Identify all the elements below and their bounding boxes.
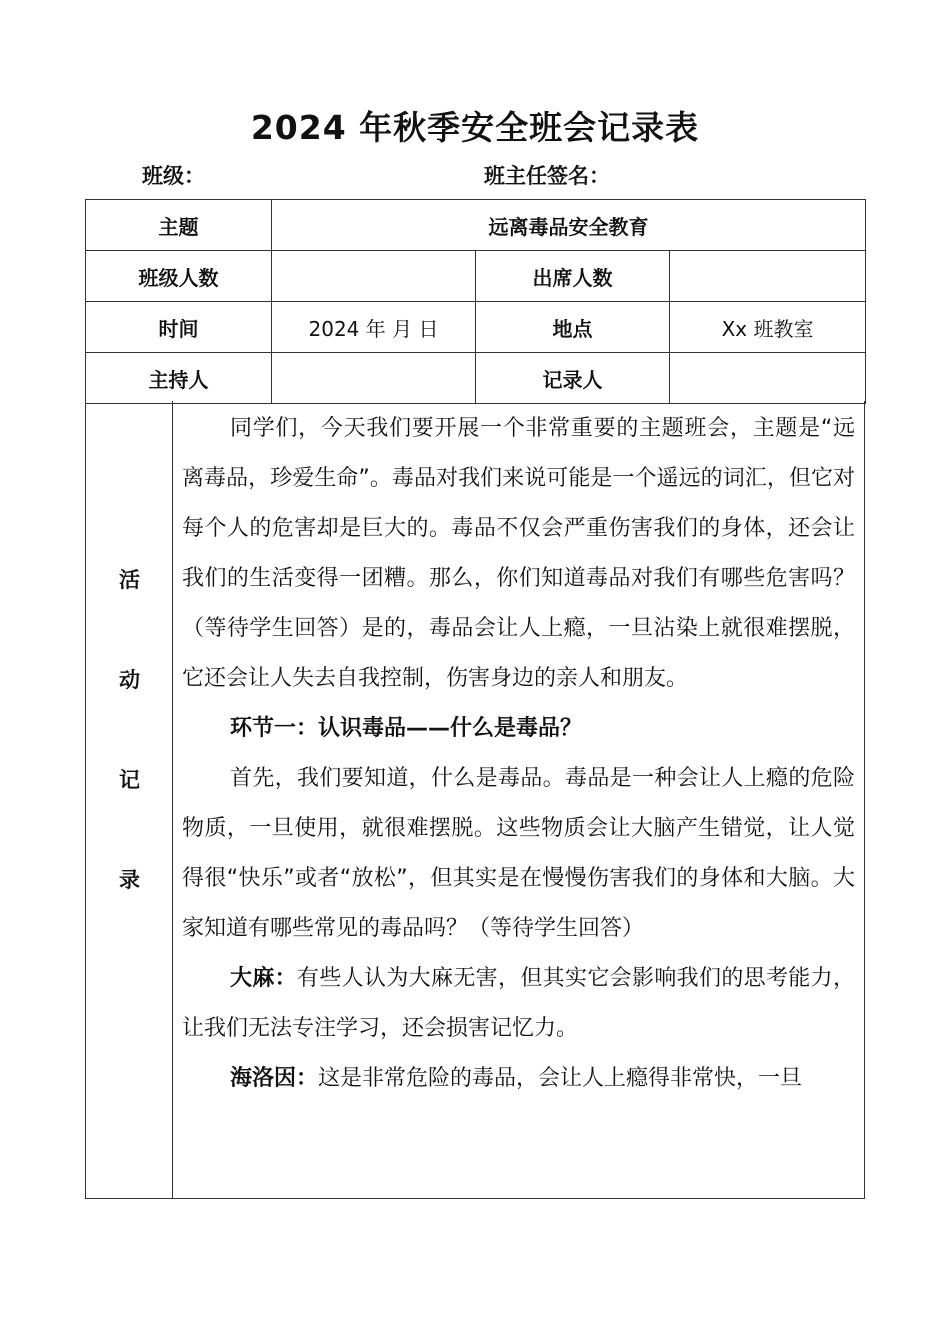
record-label-char: 记 (119, 768, 140, 792)
host-value (272, 353, 476, 404)
host-label: 主持人 (86, 353, 272, 404)
class-label: 班级： (142, 164, 205, 188)
activity-record-content (182, 404, 855, 1104)
record-label-char: 活 (119, 568, 140, 592)
headcount-row (86, 251, 866, 302)
drug-item-text: 有些人认为大麻无害，但其实它会影响我们的思考能力，让我们无法专注学习，还会损害记忆力。 (182, 966, 855, 1041)
recorder-value (670, 353, 866, 404)
record-label-char: 录 (119, 868, 140, 892)
recorder-label: 记录人 (476, 353, 670, 404)
class-size-label: 班级人数 (86, 251, 272, 302)
class-size-value (272, 251, 476, 302)
activity-record-label (86, 401, 173, 1198)
attendance-label: 出席人数 (476, 251, 670, 302)
teacher-sign-label: 班主任签名： (484, 164, 610, 188)
section1-heading: 环节一：认识毒品——什么是毒品？ (230, 716, 583, 741)
meeting-info-table (85, 199, 866, 404)
topic-row (86, 200, 866, 251)
place-value: Xx 班教室 (670, 302, 866, 353)
record-label-char: 动 (119, 668, 140, 692)
drug-item-label: 大麻： (230, 966, 297, 991)
drug-item-text: 这是非常危险的毒品，会让人上瘾得非常快，一旦 (318, 1066, 803, 1091)
drug-item-heroin (182, 1054, 855, 1104)
activity-record-section (85, 401, 865, 1199)
time-value: 2024 年 月 日 (272, 302, 476, 353)
attendance-value (670, 251, 866, 302)
place-label: 地点 (476, 302, 670, 353)
section1-paragraph: 首先，我们要知道，什么是毒品。毒品是一种会让人上瘾的危险物质，一旦使用，就很难摆脱。这些物质会让大脑产生错觉，让人觉得很“快乐”或者“放松”，但其实是在慢慢伤害我们的身体和大脑。大家知道有哪些常见的毒品吗？（等待学生回答） (182, 766, 855, 941)
topic-label: 主题 (86, 200, 272, 251)
document-title: 2024 年秋季安全班会记录表 (250, 108, 700, 147)
drug-item-cannabis (182, 954, 855, 1054)
people-row (86, 353, 866, 404)
topic-value: 远离毒品安全教育 (272, 200, 866, 251)
time-label: 时间 (86, 302, 272, 353)
intro-paragraph: 同学们，今天我们要开展一个非常重要的主题班会，主题是“远离毒品，珍爱生命”。毒品对我们来说可能是一个遥远的词汇，但它对每个人的危害却是巨大的。毒品不仅会严重伤害我们的身体，还会让我们的生活变得一团糟。那么，你们知道毒品对我们有哪些危害吗？（等待学生回答）是的，毒品会让人上瘾，一旦沾染上就很难摆脱，它还会让人失去自我控制，伤害身边的亲人和朋友。 (182, 416, 855, 691)
drug-item-label: 海洛因： (230, 1066, 319, 1091)
time-place-row (86, 302, 866, 353)
